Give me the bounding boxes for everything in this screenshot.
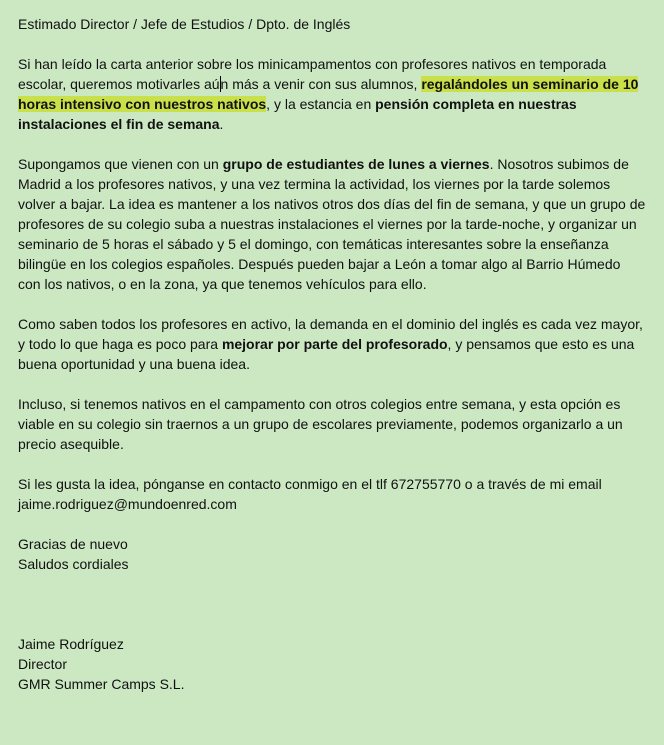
signature-company: GMR Summer Camps S.L.: [18, 676, 185, 692]
paragraph-demand: [18, 314, 646, 374]
contact-email: jaime.rodriguez@mundoenred.com: [18, 496, 237, 512]
signature-spacer: [18, 574, 646, 634]
paragraph-spacer: [18, 374, 646, 394]
paragraph-option: Incluso, si tenemos nativos en el campamento con otros colegios entre semana, y esta opción es viable en su colegio sin traernos a un grupo de escolares previamente, podemos organizarlo a un precio asequible.: [18, 396, 623, 452]
paragraph-schedule-text-a: Supongamos que vienen con un: [18, 156, 223, 172]
paragraph-spacer: [18, 34, 646, 54]
paragraph-offer: [18, 54, 646, 134]
closing-thanks: Gracias de nuevo: [18, 536, 128, 552]
closing-regards: Saludos cordiales: [18, 556, 129, 572]
bold-student-group: grupo de estudiantes de lunes a viernes: [222, 156, 490, 172]
paragraph-spacer: [18, 514, 646, 534]
signature-name: Jaime Rodríguez: [18, 636, 124, 652]
bold-full-board: pensión completa en nuestras instalaciones el fin de semana: [18, 96, 577, 132]
highlighted-seminar-offer: regalándoles un seminario de 10 horas intensivo con nuestros nativos: [18, 76, 639, 112]
paragraph-spacer: [18, 134, 646, 154]
letter-salutation: Estimado Director / Jefe de Estudios / Dpto. de Inglés: [18, 16, 351, 32]
paragraph-demand-text-a: Como saben todos los profesores en activo, la demanda en el dominio del inglés es cada vez mayor, y todo lo que haga es poco para: [18, 316, 643, 352]
paragraph-offer-text-d: .: [219, 116, 224, 132]
paragraph-spacer: [18, 294, 646, 314]
paragraph-schedule: [18, 154, 646, 294]
paragraph-contact-text: Si les gusta la idea, pónganse en contacto conmigo en el tlf 672755770 o a través de mi email: [18, 476, 602, 492]
paragraph-contact: [18, 474, 646, 514]
bold-teacher-improvement: mejorar por parte del profesorado: [221, 336, 448, 352]
paragraph-offer-text-a: Si han leído la carta anterior sobre los minicampamentos con profesores nativos en temporada escolar, queremos motivarles aú: [18, 56, 607, 92]
paragraph-offer-text-c: , y la estancia en: [266, 96, 376, 112]
signature-title: Director: [18, 656, 68, 672]
paragraph-offer-text-b: n más a venir con sus alumnos,: [220, 76, 422, 92]
paragraph-demand-text-b: , y pensamos que esto es una buena oportunidad y una buena idea.: [18, 336, 635, 372]
paragraph-spacer: [18, 454, 646, 474]
paragraph-schedule-text-b: . Nosotros subimos de Madrid a los profesores nativos, y una vez termina la actividad, los viernes por la tarde solemos volver a bajar. La idea es mantener a los nativos otros dos días del fin de semana, y que un grupo de profesores de su colegio suba a nuestras instalaciones el viernes por la tarde-noche, y organizar un seminario de 5 horas el sábado y 5 el domingo, con temáticas interesantes sobre la enseñanza bilingüe en los colegios españoles. Después pueden bajar a León a tomar algo al Barrio Húmedo con los nativos, o en la zona, ya que tenemos vehículos para ello.: [18, 156, 646, 292]
